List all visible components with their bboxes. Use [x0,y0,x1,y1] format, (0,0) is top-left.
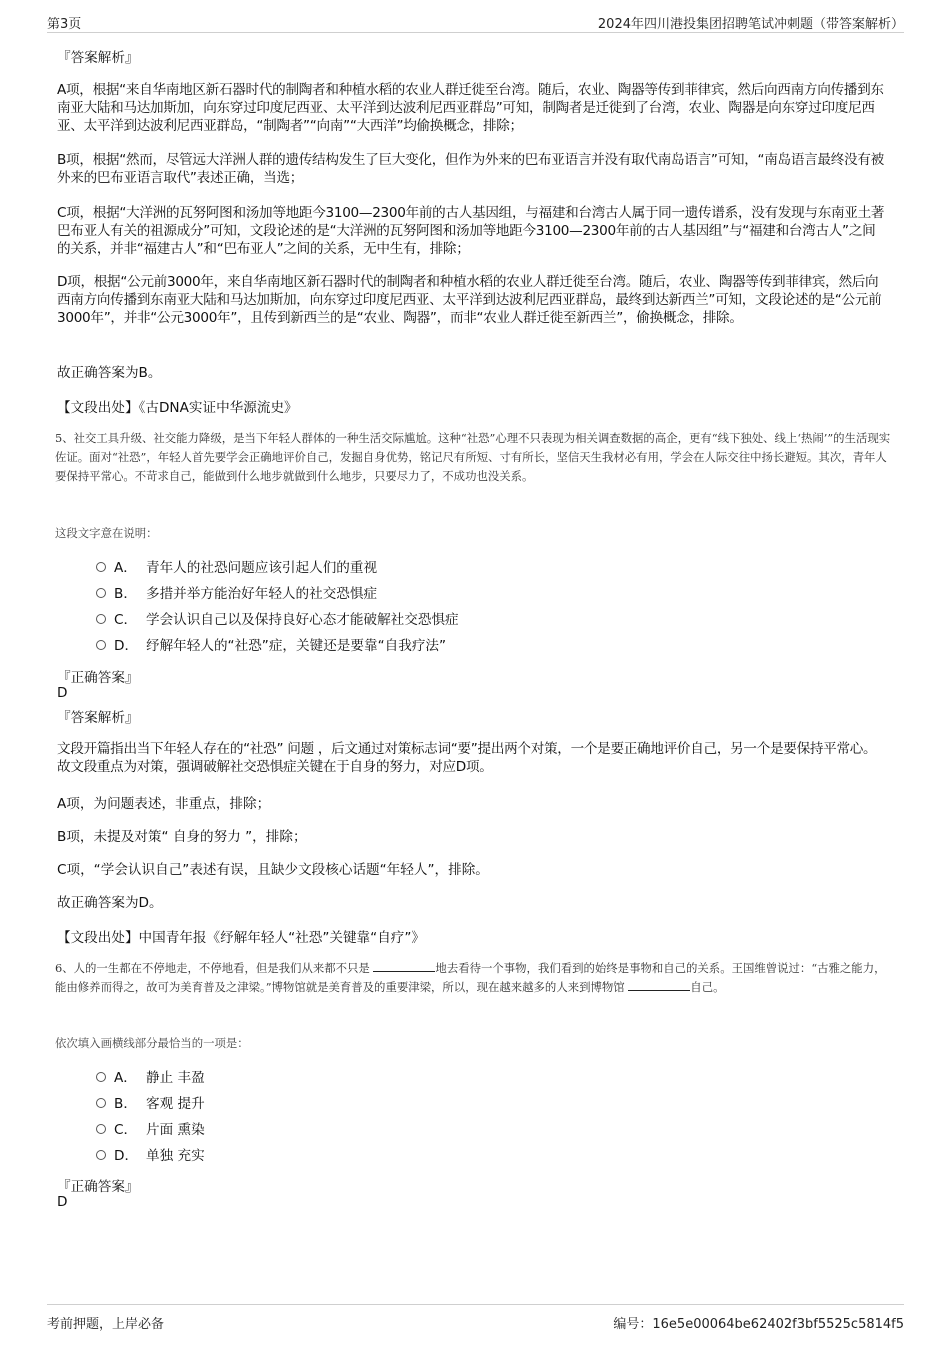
radio-icon[interactable] [96,1150,106,1160]
q5-analysis-main: 文段开篇指出当下年轻人存在的“社恐” 问题 ，后文通过对策标志词“要”提出两个对策，一个是要正确地评价自己，另一个是要保持平常心。故文段重点为对策，强调破解社交恐惧症关键在于自身的努力，对应D项。 [57,741,877,775]
q4-analysis-label: 『答案解析』 [57,50,139,66]
q5-stem: 5、社交工具升级、社交能力降级，是当下年轻人群体的一种生活交际尴尬。这种“社恐”心理不只表现为相关调查数据的高企，更有“线下独处、线上‘热闹’”的生活现实佐证。面对“社恐”，年轻人首先要学会正确地评价自己，发掘自身优势，铭记尺有所短、寸有所长，坚信天生我材必有用，学会在人际交往中扬长避短。其次，青年人要保持平常心。不苛求自己，能做到什么地步就做到什么地步，只要尽力了，不成功也没关系。 [55,431,891,483]
q6-option-d[interactable]: D． 单独 充实 [96,1146,205,1166]
q5-answer: D [57,685,68,701]
radio-icon[interactable] [96,588,106,598]
page-number: 第3页 [47,17,82,32]
q6-answer: D [57,1194,68,1210]
q5-answer-label: 『正确答案』 [57,670,139,686]
radio-icon[interactable] [96,1098,106,1108]
q5-analysis-a: A项，为问题表述，非重点，排除； [57,796,271,812]
radio-icon[interactable] [96,1124,106,1134]
radio-icon[interactable] [96,562,106,572]
document-title: 2024年四川港投集团招聘笔试冲刺题（带答案解析） [597,17,904,32]
q5-conclusion: 故正确答案为D。 [57,895,163,911]
q4-analysis-d: D项，根据“公元前3000年，来自华南地区新石器时代的制陶者和种植水稻的农业人群迁徙至台湾。随后，农业、陶器等传到菲律宾，然后向西南方向传播到东南亚大陆和马达加斯加，向东穿过印度尼西亚、太平洋到达波利尼西亚群岛，最终到达新西兰”可知，文段论述的是“公元前3000年”，并非“公元3000年”，且传到新西兰的是“农业、陶器”，而非“农业人群迁徙至新西兰”，偷换概念，排除。 [57,274,882,326]
q6-stem: 6、人的一生都在不停地走，不停地看，但是我们从来都不只是 地去看待一个事物，我们看到的始终是事物和自己的关系。王国维曾说过：“古雅之能力，能由修养而得之，故可为美育普及之津梁。”博物馆就是美育普及的重要津梁，所以，现在越来越多的人来到博物馆 自己。 [55,961,886,994]
page-footer [47,1304,904,1332]
q6-option-c[interactable]: C． 片面 熏染 [96,1120,205,1140]
footer-code: 编号：16e5e00064be62402f3bf5525c5814f5 [613,1317,904,1332]
page-header [47,12,904,33]
q5-option-a[interactable]: A． 青年人的社恐问题应该引起人们的重视 [96,558,377,578]
fill-blank-1 [373,959,435,972]
q4-analysis-a: A项，根据“来自华南地区新石器时代的制陶者和种植水稻的农业人群迁徙至台湾。随后，农业、陶器等传到菲律宾，然后向西南方向传播到东南亚大陆和马达加斯加，向东穿过印度尼西亚、太平洋到达波利尼西亚群岛”可知，制陶者是迁徙到了台湾，农业、陶器是向东穿过印度尼西亚、太平洋到达波利尼西亚群岛，“制陶者”“向南”“大西洋”均偷换概念，排除； [57,82,884,134]
footer-slogan: 考前押题，上岸必备 [47,1317,165,1332]
q5-option-d[interactable]: D． 纾解年轻人的“社恐”症，关键还是要靠“自我疗法” [96,636,446,656]
radio-icon[interactable] [96,614,106,624]
fill-blank-2 [628,978,690,991]
q5-analysis-b: B项，未提及对策“ 自身的努力 ”，排除； [57,829,307,845]
q5-analysis-label: 『答案解析』 [57,710,139,726]
q6-option-b[interactable]: B． 客观 提升 [96,1094,205,1114]
q5-source: 【文段出处】中国青年报《纾解年轻人“社恐”关键靠“自疗”》 [57,930,426,946]
q4-source: 【文段出处】《古DNA实证中华源流史》 [57,400,298,416]
q5-option-c[interactable]: C． 学会认识自己以及保持良好心态才能破解社交恐惧症 [96,610,459,630]
q4-conclusion: 故正确答案为B。 [57,365,162,381]
q6-prompt: 依次填入画横线部分最恰当的一项是： [55,1036,249,1050]
radio-icon[interactable] [96,1072,106,1082]
q6-answer-label: 『正确答案』 [57,1179,139,1195]
q6-option-a[interactable]: A． 静止 丰盈 [96,1068,205,1088]
q5-analysis-c: C项，“学会认识自己”表述有误，且缺少文段核心话题“年轻人”，排除。 [57,862,489,878]
q5-option-b[interactable]: B． 多措并举方能治好年轻人的社交恐惧症 [96,584,377,604]
q4-analysis-b: B项，根据“然而，尽管远大洋洲人群的遗传结构发生了巨大变化，但作为外来的巴布亚语言并没有取代南岛语言”可知，“南岛语言最终没有被外来的巴布亚语言取代”表述正确，当选； [57,152,884,186]
radio-icon[interactable] [96,640,106,650]
q4-analysis-c: C项，根据“大洋洲的瓦努阿图和汤加等地距今3100—2300年前的古人基因组，与福建和台湾古人属于同一遗传谱系，没有发现与东南亚土著巴布亚人有关的祖源成分”可知，文段论述的是“大洋洲的瓦努阿图和汤加等地距今3100—2300年前的古人基因组”与“福建和台湾古人”之间的关系，并非“福建古人”和“巴布亚人”之间的关系，无中生有，排除； [57,205,885,257]
q5-prompt: 这段文字意在说明： [55,526,158,540]
